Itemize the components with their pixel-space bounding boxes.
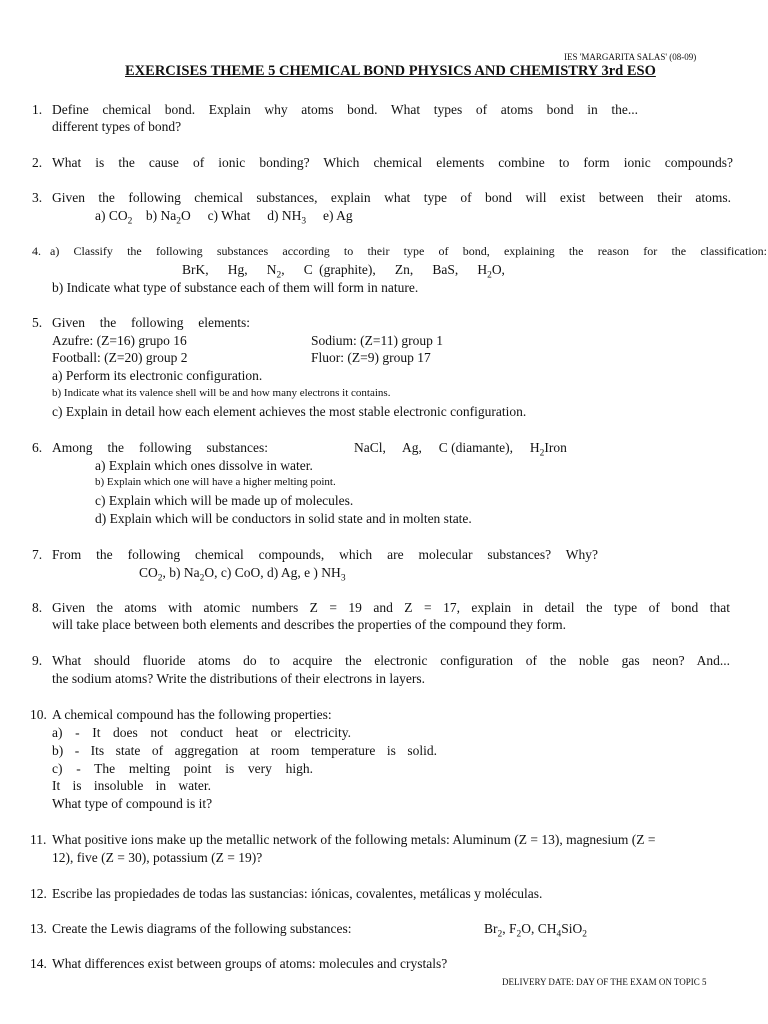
question-text: What type of compound is it? xyxy=(52,796,213,811)
question-number: 6. xyxy=(32,440,43,455)
question-text: b) Indicate what type of substance each of them will form in nature. xyxy=(52,280,419,295)
question-number: 7. xyxy=(32,547,43,562)
question-text: Define chemical bond. Explain why atoms bond. What types of atoms bond in the... xyxy=(52,102,638,117)
question-number: 1. xyxy=(32,102,43,117)
question-text: Given the atoms with atomic numbers Z = 19 and Z = 17, explain in detail the type of bond that xyxy=(52,600,730,615)
question-text: different types of bond? xyxy=(52,119,182,134)
compound-list: $CO_2$, b) $Na_2O$, c) CoO, d) Ag, e ) $NH_3$ xyxy=(139,565,346,584)
substance-list: BrK, Hg, $N_2$, C (graphite), Zn, BaS, $H_2O$, xyxy=(182,262,505,281)
question-text: the sodium atoms? Write the distributions of their electrons in layers. xyxy=(52,671,426,686)
substance-list: NaCl, Ag, C (diamante), $H_2Iron$ xyxy=(354,440,567,459)
subquestion-c: c) Explain which will be made up of molecules. xyxy=(95,493,354,508)
subquestion-d: d) Explain which will be conductors in solid state and in molten state. xyxy=(95,511,472,526)
property-d: It is insoluble in water. xyxy=(52,778,211,793)
question-text: A chemical compound has the following properties: xyxy=(52,707,332,722)
question-text: What positive ions make up the metallic network of the following metals: Aluminum (Z = 13), magnesium (Z = xyxy=(52,832,656,847)
question-number: 2. xyxy=(32,155,43,170)
question-number: 9. xyxy=(32,653,43,668)
question-text: Given the following chemical substances, explain what type of bond will exist between their atoms. xyxy=(52,190,731,205)
question-text: What is the cause of ionic bonding? Which chemical elements combine to form ionic compounds? xyxy=(52,155,733,170)
element-calcium: Football: (Z=20) group 2 xyxy=(52,350,188,365)
question-number: 4. xyxy=(32,244,41,258)
delivery-date: DELIVERY DATE: DAY OF THE EXAM ON TOPIC 5 xyxy=(502,977,707,987)
property-a: a) - It does not conduct heat or electricity. xyxy=(52,725,351,740)
question-number: 14. xyxy=(30,956,47,971)
subquestion-c: c) Explain in detail how each element achieves the most stable electronic configuration. xyxy=(52,404,527,419)
question-number: 13. xyxy=(30,921,47,936)
property-b: b) - Its state of aggregation at room temperature is solid. xyxy=(52,743,437,758)
substance-options: a) $CO_2$ b) $Na_2O$ c) What d) $NH_3$ e) Ag xyxy=(95,208,353,227)
question-text: From the following chemical compounds, which are molecular substances? Why? xyxy=(52,547,598,562)
question-text: Create the Lewis diagrams of the following substances: xyxy=(52,921,352,936)
question-number: 3. xyxy=(32,190,43,205)
question-number: 12. xyxy=(30,886,47,901)
subquestion-a: a) Perform its electronic configuration. xyxy=(52,368,263,383)
question-text: a) Classify the following substances according to their type of bond, explaining the reason for the classification: xyxy=(50,244,767,258)
question-number: 5. xyxy=(32,315,43,330)
page-title: EXERCISES THEME 5 CHEMICAL BOND PHYSICS AND CHEMISTRY 3rd ESO xyxy=(125,63,656,79)
property-c: c) - The melting point is very high. xyxy=(52,761,313,776)
question-text: will take place between both elements and describes the properties of the compound they form. xyxy=(52,617,566,632)
question-number: 10. xyxy=(30,707,47,722)
question-number: 11. xyxy=(30,832,47,847)
question-text: What should fluoride atoms do to acquire the electronic configuration of the noble gas neon? And... xyxy=(52,653,730,668)
formula-list: $Br_2$, $F_2O$, $CH_4SiO_2$ xyxy=(484,921,587,940)
question-number: 8. xyxy=(32,600,43,615)
question-text: What differences exist between groups of atoms: molecules and crystals? xyxy=(52,956,448,971)
question-text: 12), five (Z = 30), potassium (Z = 19)? xyxy=(52,850,263,865)
subquestion-b: b) Explain which one will have a higher melting point. xyxy=(95,476,336,488)
question-text: Escribe las propiedades de todas las sustancias: iónicas, covalentes, metálicas y moléculas. xyxy=(52,886,543,901)
subquestion-b: b) Indicate what its valence shell will be and how many electrons it contains. xyxy=(52,387,391,399)
element-sodium: Sodium: (Z=11) group 1 xyxy=(311,333,443,348)
subquestion-a: a) Explain which ones dissolve in water. xyxy=(95,458,313,473)
school-header: IES 'MARGARITA SALAS' (08-09) xyxy=(564,52,697,62)
element-fluorine: Fluor: (Z=9) group 17 xyxy=(311,350,431,365)
question-text: Given the following elements: xyxy=(52,315,250,330)
element-sulfur: Azufre: (Z=16) grupo 16 xyxy=(52,333,187,348)
question-text: Among the following substances: xyxy=(52,440,268,455)
